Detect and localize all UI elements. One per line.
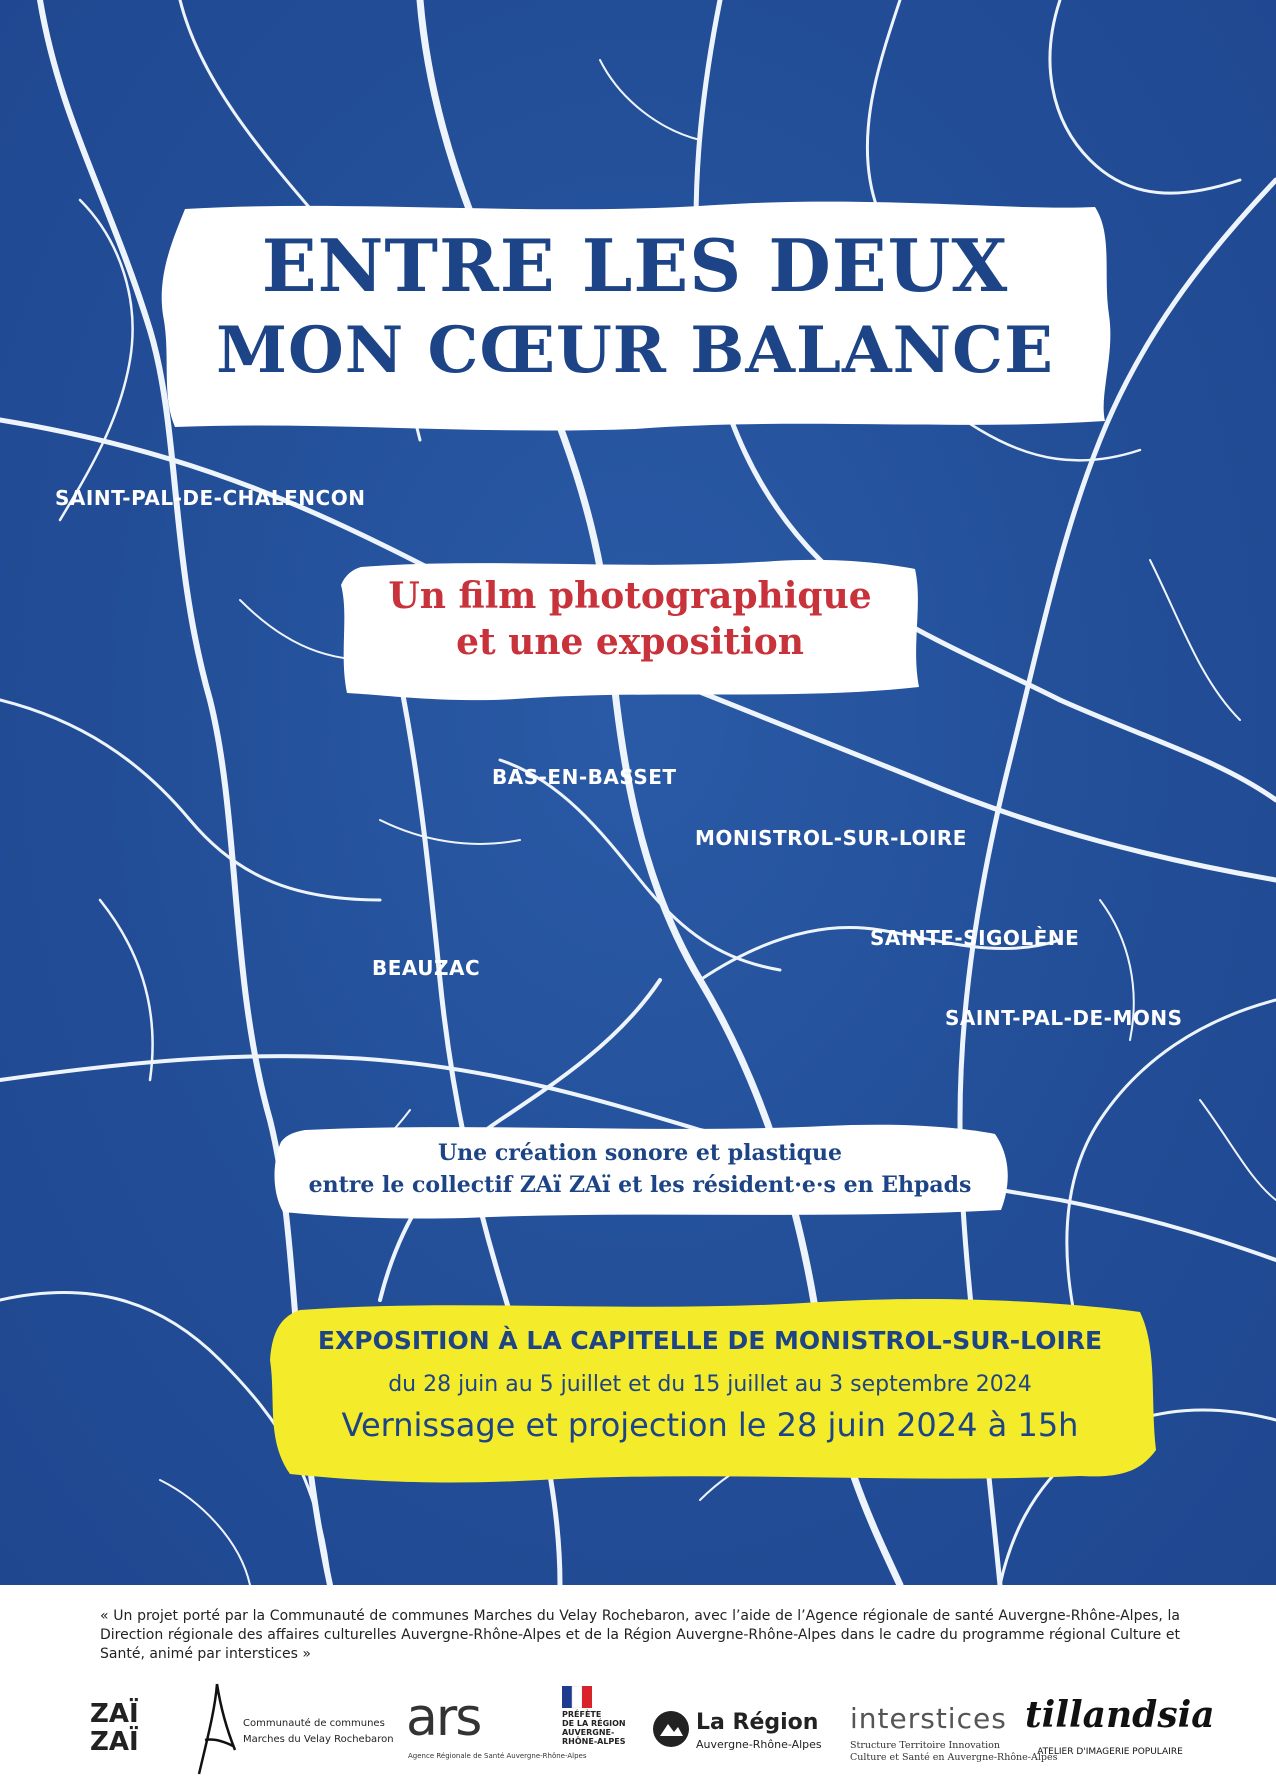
town-label: SAINT-PAL-DE-MONS bbox=[945, 1006, 1183, 1030]
region-emblem-icon bbox=[652, 1710, 690, 1748]
interstices-tagline1: Structure Territoire Innovation bbox=[850, 1740, 1000, 1751]
creation-line1: Une création sonore et plastique bbox=[438, 1140, 842, 1166]
region-subname: Auvergne-Rhône-Alpes bbox=[696, 1738, 822, 1751]
creation-line2: entre le collectif ZAï ZAï et les résident·e·s en Ehpads bbox=[308, 1172, 972, 1198]
interstices-tagline2: Culture et Santé en Auvergne-Rhône-Alpes bbox=[850, 1752, 1058, 1763]
subtitle-panel bbox=[335, 555, 925, 705]
subtitle-line1: Un film photographique bbox=[388, 575, 872, 617]
cc-emblem-icon bbox=[195, 1680, 239, 1780]
cc-name-line2: Marches du Velay Rochebaron bbox=[243, 1734, 394, 1745]
creation-panel bbox=[265, 1120, 1015, 1220]
interstices-logo bbox=[850, 1680, 1058, 1780]
town-label: SAINTE-SIGOLÈNE bbox=[870, 926, 1080, 950]
ars-wordmark: ars bbox=[406, 1688, 481, 1748]
exhibition-panel bbox=[260, 1290, 1160, 1490]
town-label: BAS-EN-BASSET bbox=[492, 765, 677, 789]
poster-title-line2: MON CŒUR BALANCE bbox=[216, 313, 1054, 388]
partner-logos bbox=[90, 1680, 1215, 1780]
marianne-flag-icon bbox=[562, 1686, 592, 1708]
prefecture-logo bbox=[550, 1680, 660, 1780]
tillandsia-logo bbox=[1025, 1680, 1215, 1780]
poster-title-line1: ENTRE LES DEUX bbox=[261, 223, 1009, 308]
interstices-wordmark: interstices bbox=[850, 1702, 1007, 1735]
town-label: BEAUZAC bbox=[372, 956, 481, 980]
town-label: MONISTROL-SUR-LOIRE bbox=[695, 826, 967, 850]
cc-name-line1: Communauté de communes bbox=[243, 1718, 385, 1729]
subtitle-line2: et une exposition bbox=[456, 621, 804, 663]
tillandsia-wordmark: tillandsia bbox=[1025, 1694, 1215, 1736]
communaute-communes-logo bbox=[195, 1680, 395, 1780]
ars-subtitle: Agence Régionale de Santé Auvergne-Rhône-Alpes bbox=[408, 1752, 587, 1760]
exhibition-headline: EXPOSITION À LA CAPITELLE DE MONISTROL-SUR-LOIRE bbox=[317, 1326, 1103, 1355]
creation-panel-shape bbox=[265, 1120, 1015, 1220]
footer-credit: « Un projet porté par la Communauté de communes Marches du Velay Rochebaron, avec l’aide de l’Agence régionale de santé Auvergne-Rhône-Alpes, la Direction régionale des affaires culturelles Auvergne-Rhône-Alpes et de la Région Auvergne-Rhône-Alpes dans le cadre du programme régional Culture et Santé, animé par interstices » bbox=[100, 1608, 1180, 1662]
region-logo bbox=[650, 1680, 830, 1780]
title-panel bbox=[155, 195, 1115, 435]
prefecture-text: PRÉFÈTE DE LA RÉGION AUVERGNE- RHÔNE-ALPES bbox=[562, 1710, 626, 1746]
footer bbox=[0, 1585, 1276, 1790]
zaizai-logo: ZAÏ ZAÏ bbox=[90, 1699, 139, 1757]
exhibition-dates: du 28 juin au 5 juillet et du 15 juillet au 3 septembre 2024 bbox=[388, 1372, 1032, 1397]
ars-logo bbox=[400, 1680, 587, 1780]
region-name: La Région bbox=[696, 1710, 819, 1735]
town-label: SAINT-PAL-DE-CHALENCON bbox=[55, 486, 366, 510]
exhibition-opening: Vernissage et projection le 28 juin 2024 à 15h bbox=[341, 1406, 1079, 1444]
tillandsia-subtitle: ATELIER D'IMAGERIE POPULAIRE bbox=[1037, 1747, 1183, 1757]
